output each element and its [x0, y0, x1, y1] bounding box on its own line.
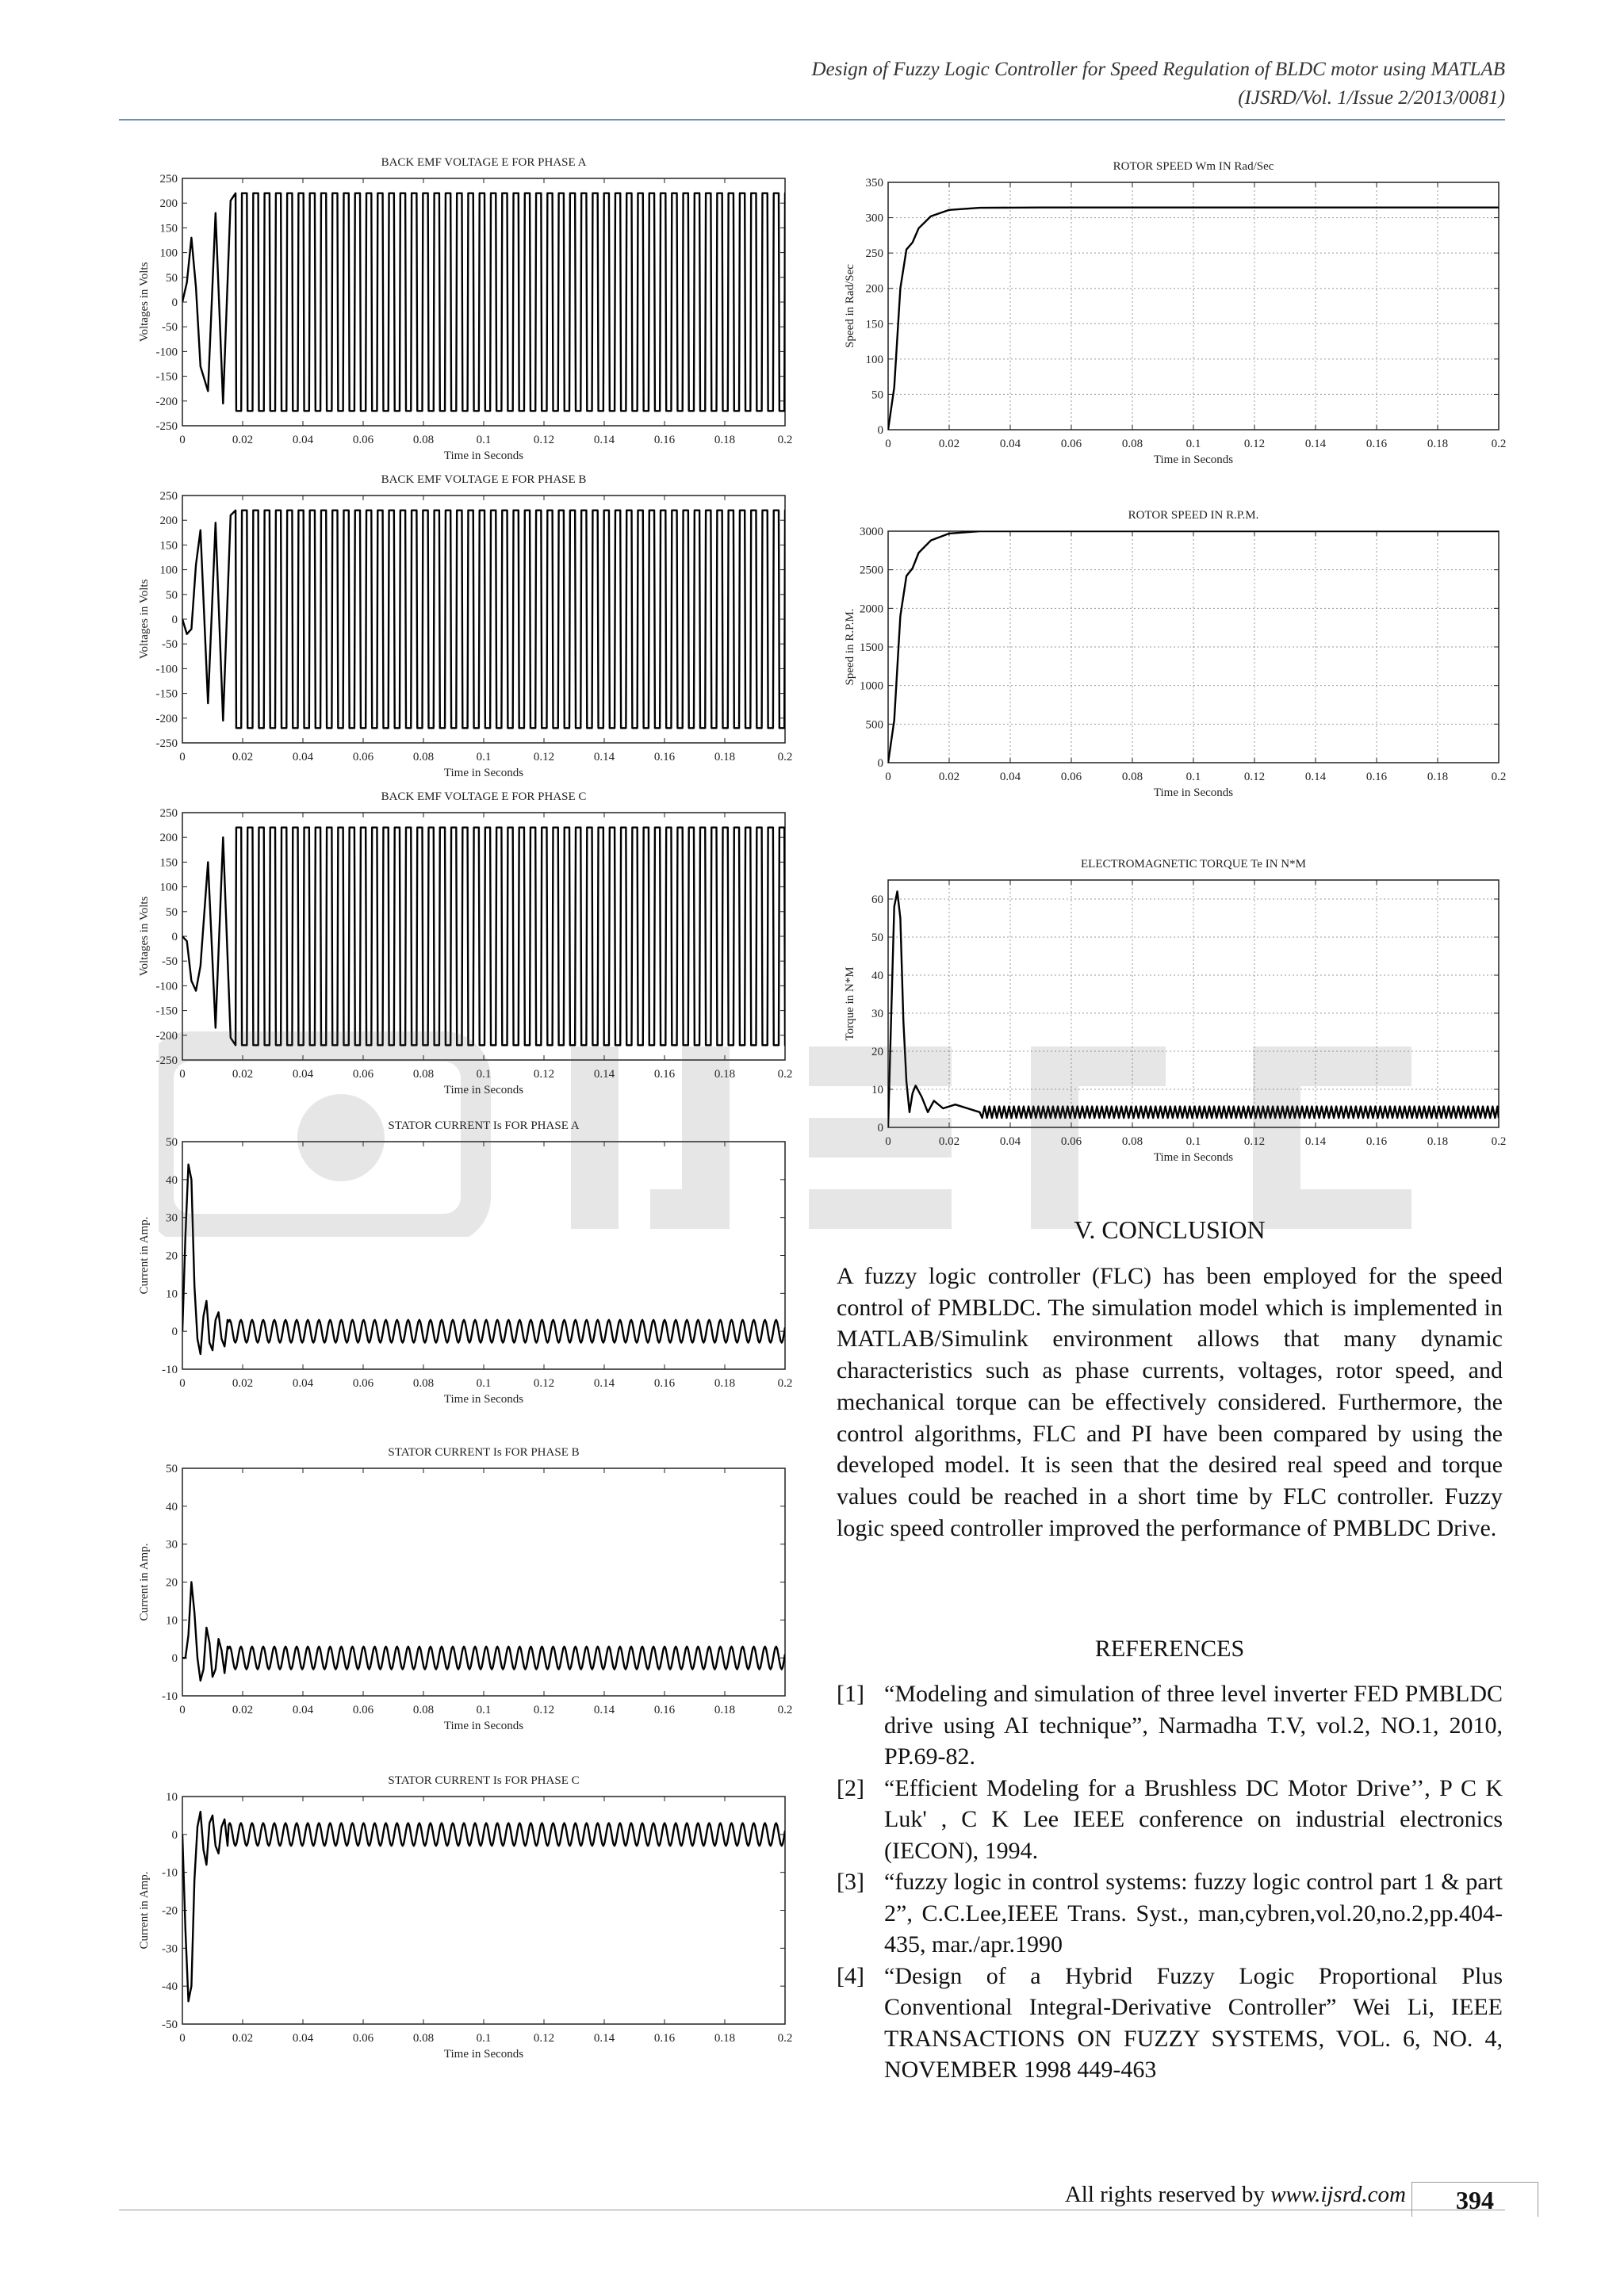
reference-item: [837, 1866, 1503, 1961]
y-tick-label: -100: [155, 980, 178, 993]
references-list: [837, 1678, 1503, 2086]
x-tick-label: 0.18: [714, 751, 736, 763]
reference-text: “Modeling and simulation of three level inverter FED PMBLDC drive using AI technique”, Narmadha T.V, vol.2, NO.1, 2010, PP.69-82.: [884, 1681, 1503, 1770]
header-divider: [119, 119, 1505, 121]
x-tick-label: 0.16: [653, 434, 676, 446]
x-tick-label: 0.2: [777, 751, 793, 763]
y-tick-label: 30: [166, 1538, 178, 1552]
y-tick-label: 100: [159, 247, 178, 260]
series-line: [182, 828, 791, 1046]
x-tick-label: 0.04: [292, 2032, 314, 2045]
x-tick-label: 0.02: [938, 1135, 960, 1148]
y-tick-label: -10: [162, 1690, 178, 1703]
reference-number: [2]: [837, 1774, 864, 1801]
x-tick-label: 0.08: [1121, 438, 1143, 450]
running-header-journal: (IJSRD/Vol. 1/Issue 2/2013/0081): [1238, 87, 1505, 109]
x-tick-label: 0.1: [476, 1704, 492, 1716]
chart-title: ROTOR SPEED IN R.P.M.: [1128, 509, 1259, 522]
x-tick-label: 0.14: [593, 2032, 615, 2045]
x-tick-label: 0.02: [232, 751, 254, 763]
x-tick-label: 0.02: [232, 2032, 254, 2045]
x-tick-label: 0.2: [777, 2032, 793, 2045]
x-tick-label: 0.06: [1060, 438, 1082, 450]
chart-svg: [833, 856, 1507, 1173]
x-tick-label: 0.02: [232, 1068, 254, 1081]
x-tick-label: 0.08: [412, 1068, 435, 1081]
y-tick-label: -20: [162, 1904, 178, 1918]
x-tick-label: 0.04: [292, 1704, 314, 1716]
chart-svg: [127, 472, 793, 789]
y-tick-label: 50: [166, 905, 178, 919]
x-tick-label: 0: [179, 751, 186, 763]
y-tick-label: 300: [865, 212, 883, 225]
x-tick-label: 0.12: [533, 1704, 555, 1716]
x-tick-label: 0.12: [533, 1068, 555, 1081]
x-tick-label: 0: [179, 1704, 186, 1716]
conclusion-heading: V. CONCLUSION: [1074, 1215, 1266, 1244]
x-tick-label: 0.04: [292, 434, 314, 446]
y-tick-label: 100: [159, 564, 178, 577]
plot-rotor-speed-rad: [833, 159, 1507, 476]
chart-svg: [127, 155, 793, 472]
x-tick-label: 0.04: [292, 751, 314, 763]
series-line: [182, 1165, 785, 1354]
footer-rights: [1065, 2182, 1406, 2208]
x-tick-label: 0.18: [714, 2032, 736, 2045]
x-tick-label: 0.14: [1304, 771, 1327, 783]
y-axis-label: Current in Amp.: [138, 1543, 151, 1621]
reference-item: [837, 1678, 1503, 1773]
y-tick-label: 350: [865, 177, 883, 189]
y-axis-label: Voltages in Volts: [138, 896, 151, 977]
y-tick-label: -150: [155, 370, 178, 384]
chart-svg: [127, 789, 793, 1106]
chart-title: ROTOR SPEED Wm IN Rad/Sec: [1113, 160, 1274, 173]
series-line: [182, 193, 791, 411]
plot-stator-current-phase-b: [127, 1445, 793, 1742]
x-tick-label: 0.04: [292, 1068, 314, 1081]
y-tick-label: -50: [162, 638, 178, 652]
x-tick-label: 0.18: [714, 434, 736, 446]
x-tick-label: 0.2: [777, 1704, 793, 1716]
y-tick-label: 200: [159, 832, 178, 845]
y-tick-label: 50: [166, 271, 178, 285]
y-tick-label: 150: [159, 222, 178, 235]
y-tick-label: -250: [155, 420, 178, 433]
y-tick-label: 150: [865, 318, 883, 331]
chart-title: STATOR CURRENT Is FOR PHASE C: [388, 1774, 580, 1787]
x-tick-label: 0.14: [1304, 1135, 1327, 1148]
x-tick-label: 0.18: [1427, 438, 1449, 450]
x-tick-label: 0.18: [1427, 1135, 1449, 1148]
y-tick-label: 0: [171, 1652, 178, 1666]
plot-rotor-speed-rpm: [833, 507, 1507, 809]
x-tick-label: 0.02: [938, 438, 960, 450]
x-tick-label: 0.12: [1243, 1135, 1266, 1148]
y-tick-label: 60: [871, 894, 883, 906]
y-tick-label: 150: [159, 856, 178, 870]
plot-stator-current-phase-a: [127, 1118, 793, 1415]
x-tick-label: 0: [179, 1068, 186, 1081]
reference-text: “fuzzy logic in control systems: fuzzy logic control part 1 & part 2”, C.C.Lee,IEEE Trans. Syst., man,cybren,vol.20,no.2,pp.404-435, mar./apr.1990: [884, 1869, 1503, 1957]
y-tick-label: 0: [171, 614, 178, 626]
x-tick-label: 0: [885, 438, 891, 450]
x-tick-label: 0.2: [777, 1068, 793, 1081]
x-tick-label: 0.1: [476, 751, 492, 763]
x-tick-label: 0.06: [352, 751, 374, 763]
references-heading: REFERENCES: [1094, 1636, 1245, 1662]
x-tick-label: 0.14: [1304, 438, 1327, 450]
y-tick-label: 100: [159, 881, 178, 894]
x-tick-label: 0.16: [1365, 771, 1388, 783]
x-tick-label: 0.12: [1243, 771, 1266, 783]
y-axis-label: Current in Amp.: [138, 1216, 151, 1295]
y-tick-label: -150: [155, 1004, 178, 1018]
x-tick-label: 0.1: [476, 2032, 492, 2045]
x-tick-label: 0: [885, 771, 891, 783]
conclusion-paragraph: A fuzzy logic controller (FLC) has been employed for the speed control of PMBLDC. The simulation model which is implemented in MATLAB/Simulink environment allows that many dynamic characteristics such as phase currents, voltages, rotor speed, and mechanical torque can be effectively considered. Furthermore, the control algorithms, FLC and PI have been compared by using the developed model. It is seen that the desired real speed and torque values could be reached in a short time by FLC controller. Fuzzy logic speed controller improved the performance of PMBLDC Drive.: [837, 1263, 1503, 1541]
plot-back-emf-phase-a: [127, 155, 793, 472]
chart-title: STATOR CURRENT Is FOR PHASE A: [388, 1119, 580, 1132]
x-tick-label: 0.06: [352, 1377, 374, 1390]
x-tick-label: 0.1: [476, 1377, 492, 1390]
x-tick-label: 0.02: [232, 1377, 254, 1390]
chart-title: ELECTROMAGNETIC TORQUE Te IN N*M: [1081, 858, 1306, 871]
y-tick-label: 200: [159, 515, 178, 528]
x-axis-label: Time in Seconds: [443, 2048, 524, 2061]
x-tick-label: 0.14: [593, 1068, 615, 1081]
x-tick-label: 0.12: [533, 434, 555, 446]
x-tick-label: 0.1: [476, 434, 492, 446]
x-tick-label: 0.2: [1491, 438, 1507, 450]
plot-electromagnetic-torque: [833, 856, 1507, 1173]
x-tick-label: 0.12: [533, 751, 555, 763]
y-tick-label: 20: [871, 1046, 883, 1058]
x-tick-label: 0.08: [1121, 1135, 1143, 1148]
y-tick-label: 50: [166, 1136, 178, 1149]
y-tick-label: 500: [865, 718, 883, 732]
chart-svg: [833, 507, 1507, 809]
x-tick-label: 0.2: [777, 434, 793, 446]
y-tick-label: 50: [166, 588, 178, 602]
y-tick-label: 10: [871, 1084, 883, 1096]
x-tick-label: 0.12: [1243, 438, 1266, 450]
y-tick-label: 40: [871, 970, 883, 982]
y-tick-label: 20: [166, 1249, 178, 1263]
y-tick-label: 200: [159, 197, 178, 211]
y-tick-label: 200: [865, 282, 883, 296]
x-tick-label: 0.08: [412, 751, 435, 763]
y-axis-label: Voltages in Volts: [138, 579, 151, 660]
plot-back-emf-phase-c: [127, 789, 793, 1106]
y-tick-label: 50: [871, 932, 883, 944]
chart-svg: [127, 1773, 793, 2070]
x-tick-label: 0.14: [593, 1704, 615, 1716]
x-tick-label: 0.06: [352, 1068, 374, 1081]
reference-item: [837, 1773, 1503, 1867]
y-tick-label: 250: [159, 173, 178, 186]
x-axis-label: Time in Seconds: [443, 1393, 524, 1406]
x-tick-label: 0.12: [533, 2032, 555, 2045]
x-tick-label: 0.04: [999, 438, 1021, 450]
series-line: [182, 1812, 785, 2001]
chart-title: STATOR CURRENT Is FOR PHASE B: [388, 1446, 580, 1459]
x-tick-label: 0.08: [412, 1377, 435, 1390]
x-tick-label: 0.16: [653, 751, 676, 763]
y-tick-label: 20: [166, 1576, 178, 1590]
x-axis-label: Time in Seconds: [1153, 786, 1234, 799]
x-tick-label: 0.02: [232, 434, 254, 446]
x-axis-label: Time in Seconds: [443, 767, 524, 779]
x-tick-label: 0.02: [232, 1704, 254, 1716]
y-tick-label: 40: [166, 1173, 178, 1187]
chart-title: BACK EMF VOLTAGE E FOR PHASE B: [381, 473, 587, 486]
x-tick-label: 0.06: [352, 434, 374, 446]
y-tick-label: 10: [166, 1288, 178, 1301]
y-tick-label: 250: [865, 247, 883, 261]
y-tick-label: -150: [155, 687, 178, 701]
chart-svg: [833, 159, 1507, 476]
y-tick-label: 30: [871, 1008, 883, 1020]
x-tick-label: 0.16: [653, 1704, 676, 1716]
reference-number: [1]: [837, 1681, 864, 1707]
x-tick-label: 0.14: [593, 434, 615, 446]
x-tick-label: 0.1: [1185, 1135, 1201, 1148]
y-tick-label: -250: [155, 737, 178, 750]
x-tick-label: 0.14: [593, 1377, 615, 1390]
reference-number: [4]: [837, 1962, 864, 1989]
x-tick-label: 0.02: [938, 771, 960, 783]
y-axis-label: Speed in R.P.M.: [844, 608, 856, 686]
reference-item: [837, 1961, 1503, 2086]
y-axis-label: Torque in N*M: [844, 966, 856, 1041]
chart-svg: [127, 1118, 793, 1415]
x-tick-label: 0.08: [1121, 771, 1143, 783]
x-tick-label: 0: [885, 1135, 891, 1148]
y-tick-label: 0: [171, 1828, 178, 1842]
y-tick-label: -250: [155, 1054, 178, 1067]
x-tick-label: 0.08: [412, 1704, 435, 1716]
footer-site-link[interactable]: www.ijsrd.com: [1270, 2182, 1406, 2207]
y-tick-label: -100: [155, 663, 178, 676]
x-tick-label: 0.08: [412, 434, 435, 446]
y-tick-label: 0: [171, 297, 178, 309]
y-tick-label: 1500: [860, 641, 883, 654]
y-tick-label: 0: [877, 424, 883, 437]
y-tick-label: 30: [166, 1211, 178, 1225]
x-tick-label: 0: [179, 434, 186, 446]
reference-text: “Design of a Hybrid Fuzzy Logic Proportional Plus Conventional Integral-Derivative Controller” Wei Li, IEEE TRANSACTIONS ON FUZZY SYSTEMS, VOL. 6, NO. 4, NOVEMBER 1998 449-463: [884, 1962, 1503, 2083]
chart-title: BACK EMF VOLTAGE E FOR PHASE C: [381, 790, 587, 803]
y-tick-label: -200: [155, 712, 178, 725]
y-tick-label: -50: [162, 2019, 178, 2031]
plot-stator-current-phase-c: [127, 1773, 793, 2070]
reference-number: [3]: [837, 1869, 864, 1895]
y-tick-label: -40: [162, 1980, 178, 1994]
y-tick-label: -200: [155, 395, 178, 408]
y-tick-label: -200: [155, 1029, 178, 1043]
x-tick-label: 0.04: [292, 1377, 314, 1390]
x-tick-label: 0.18: [714, 1068, 736, 1081]
x-tick-label: 0.06: [1060, 771, 1082, 783]
chart-title: BACK EMF VOLTAGE E FOR PHASE A: [381, 156, 587, 169]
x-tick-label: 0: [179, 1377, 186, 1390]
y-tick-label: 250: [159, 490, 178, 503]
x-tick-label: 0.1: [476, 1068, 492, 1081]
x-tick-label: 0.06: [1060, 1135, 1082, 1148]
y-tick-label: 100: [865, 353, 883, 366]
x-tick-label: 0.18: [714, 1704, 736, 1716]
y-tick-label: 250: [159, 807, 178, 820]
y-tick-label: 2500: [860, 564, 883, 577]
x-axis-label: Time in Seconds: [1153, 1151, 1234, 1164]
x-tick-label: 0.2: [1491, 771, 1507, 783]
y-tick-label: 0: [171, 931, 178, 943]
y-tick-label: 2000: [860, 603, 883, 616]
y-tick-label: 0: [877, 757, 883, 770]
x-tick-label: 0.1: [1185, 438, 1201, 450]
x-tick-label: 0.1: [1185, 771, 1201, 783]
x-tick-label: 0.2: [777, 1377, 793, 1390]
y-tick-label: -30: [162, 1942, 178, 1956]
y-tick-label: -50: [162, 955, 178, 969]
footer-rights-prefix: All rights reserved by: [1064, 2182, 1271, 2207]
y-tick-label: 10: [166, 1614, 178, 1628]
y-tick-label: -50: [162, 321, 178, 335]
x-axis-label: Time in Seconds: [443, 450, 524, 462]
plot-back-emf-phase-b: [127, 472, 793, 789]
y-axis-label: Current in Amp.: [138, 1871, 151, 1950]
y-tick-label: 150: [159, 539, 178, 553]
x-tick-label: 0.04: [999, 1135, 1021, 1148]
x-tick-label: 0.16: [653, 1068, 676, 1081]
y-tick-label: 40: [166, 1500, 178, 1513]
y-axis-label: Voltages in Volts: [138, 262, 151, 342]
x-tick-label: 0.2: [1491, 1135, 1507, 1148]
x-tick-label: 0.16: [653, 1377, 676, 1390]
x-axis-label: Time in Seconds: [443, 1084, 524, 1096]
running-header-title: Design of Fuzzy Logic Controller for Speed Regulation of BLDC motor using MATLAB: [811, 59, 1505, 80]
x-tick-label: 0.12: [533, 1377, 555, 1390]
x-tick-label: 0.18: [714, 1377, 736, 1390]
x-tick-label: 0.06: [352, 1704, 374, 1716]
series-line: [182, 1582, 785, 1681]
chart-svg: [127, 1445, 793, 1742]
y-tick-label: -10: [162, 1866, 178, 1880]
x-tick-label: 0: [179, 2032, 186, 2045]
y-tick-label: 0: [877, 1122, 883, 1135]
series-line: [182, 511, 791, 729]
y-tick-label: 1000: [860, 679, 883, 693]
x-tick-label: 0.14: [593, 751, 615, 763]
y-tick-label: 50: [166, 1463, 178, 1475]
x-axis-label: Time in Seconds: [1153, 453, 1234, 466]
x-tick-label: 0.08: [412, 2032, 435, 2045]
y-axis-label: Speed in Rad/Sec: [844, 264, 856, 348]
x-tick-label: 0.04: [999, 771, 1021, 783]
reference-text: “Efficient Modeling for a Brushless DC Motor Drive’’, P C K Luk' , C K Lee IEEE conference on industrial electronics (IECON), 1994.: [884, 1774, 1503, 1864]
x-tick-label: 0.16: [1365, 438, 1388, 450]
x-axis-label: Time in Seconds: [443, 1720, 524, 1732]
y-tick-label: 10: [166, 1791, 178, 1804]
y-tick-label: -100: [155, 346, 178, 359]
y-tick-label: -10: [162, 1364, 178, 1376]
y-tick-label: 3000: [860, 526, 883, 538]
x-tick-label: 0.16: [1365, 1135, 1388, 1148]
page-number: 394: [1411, 2182, 1538, 2217]
series-line: [888, 891, 1499, 1127]
x-tick-label: 0.06: [352, 2032, 374, 2045]
x-tick-label: 0.16: [653, 2032, 676, 2045]
x-tick-label: 0.18: [1427, 771, 1449, 783]
y-tick-label: 50: [871, 388, 883, 402]
y-tick-label: 0: [171, 1326, 178, 1339]
